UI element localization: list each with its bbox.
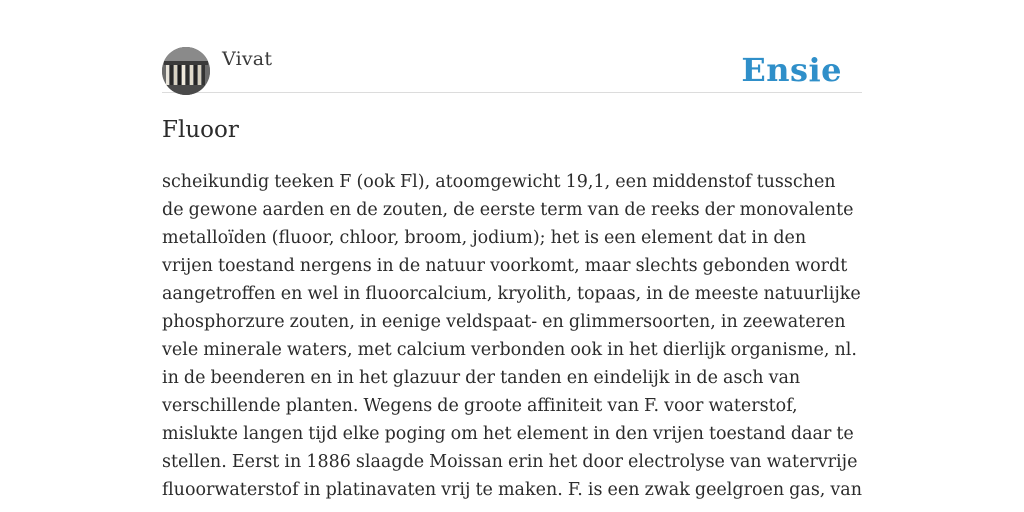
avatar[interactable] [162,47,210,95]
source-name[interactable]: Vivat [222,48,273,70]
article-title: Fluoor [162,117,239,143]
ensie-logo[interactable]: Ensie [741,51,842,89]
header [162,44,862,93]
book-spines-icon [162,47,210,95]
article-body: scheikundig teeken F (ook Fl), atoomgewicht 19,1, een middenstof tusschen de gewone aarden en de zouten, de eerste term van de reeks der monovalente metalloïden (fluoor, chloor, broom, jodium); het is een element dat in den vrijen toestand nergens in de natuur voorkomt, maar slechts gebonden wordt aangetroffen en wel in fluoorcalcium, kryolith, topaas, in de meeste natuurlijke phosphorzure zouten, in eenige veldspaat- en glimmersoorten, in zeewateren vele minerale waters, met calcium verbonden ook in het dierlijk organisme, nl. in de beenderen en in het glazuur der tanden en eindelijk in de asch van verschillende planten. Wegens de groote affiniteit van F. voor waterstof, mislukte langen tijd elke poging om het element in den vrijen toestand daar te stellen. Eerst in 1886 slaagde Moissan erin het door electrolyse van watervrije fluoorwaterstof in platinavaten vrij te maken. F. is een zwak geelgroen gas, van [162,172,863,500]
